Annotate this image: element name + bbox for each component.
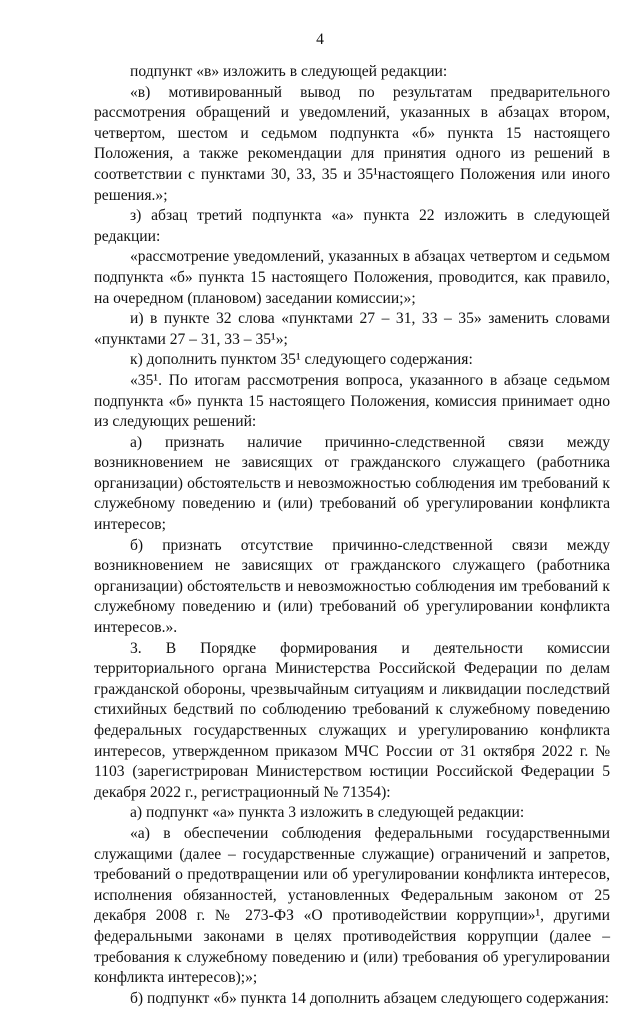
paragraph: и) в пункте 32 слова «пунктами 27 – 31, 33 – 35» заменить словами «пунктами 27 – 31, 33 – 35¹»; (94, 310, 610, 348)
paragraph: а) признать наличие причинно-следственной связи между возникновением не зависящих от гражданского служащего (работника организации) обстоятельств и невозможностью соблюдения им требований к служебному поведению и (или) требований об урегулировании конфликта интересов; (94, 433, 610, 534)
paragraph: б) признать отсутствие причинно-следственной связи между возникновением не зависящих от гражданского служащего (работника организации) обстоятельств и невозможностью соблюдения им требований к служебному поведению и (или) требований об урегулировании конфликта интересов.». (94, 536, 610, 637)
paragraph: з) абзац третий подпункта «а» пункта 22 изложить в следующей редакции: (94, 207, 610, 245)
document-body (94, 62, 610, 1009)
paragraph: «рассмотрение уведомлений, указанных в абзацах четвертом и седьмом подпункта «б» пункта 15 настоящего Положения, проводится, как правило, на очередном (плановом) заседании комиссии;»; (94, 248, 610, 307)
paragraph: «в) мотивированный вывод по результатам предварительного рассмотрения обращений и уведомлений, указанных в абзацах втором, четвертом, шестом и седьмом подпункта «б» пункта 15 настоящего Положения, а также рекомендации для принятия одного из решений в соответствии с пунктами 30, 33, 35 и 35¹настоящего Положения или иного решения.»; (94, 83, 610, 204)
paragraph: б) подпункт «б» пункта 14 дополнить абзацем следующего содержания: (130, 989, 609, 1007)
page-number: 4 (316, 31, 324, 48)
paragraph: а) подпункт «а» пункта 3 изложить в следующей редакции: (130, 804, 525, 822)
paragraph: 3. В Порядке формирования и деятельности комиссии территориального органа Министерства Российской Федерации по делам гражданской обороны, чрезвычайным ситуациям и ликвидации последствий стихийных бедствий по соблюдению требований к служебному поведению федеральных государственных служащих и урегулированию конфликта интересов, утвержденном приказом МЧС России от 31 октября 2022 г. № 1103 (зарегистрирован Министерством юстиции Российской Федерации 5 декабря 2022 г., регистрационный № 71354): (94, 639, 610, 801)
paragraph: к) дополнить пунктом 35¹ следующего содержания: (130, 351, 473, 369)
paragraph: «а) в обеспечении соблюдения федеральными государственными служащими (далее – государственные служащие) ограничений и запретов, требований о предотвращении или об урегулировании конфликта интересов, исполнения обязанностей, установленных Федеральным законом от 25 декабря 2008 г. № 273-ФЗ «О противодействии коррупции»¹, другими федеральными законами в целях противодействия коррупции (далее – требования к служебному поведению и (или) требования об урегулировании конфликта интересов);»; (94, 824, 610, 987)
paragraph: «35¹. По итогам рассмотрения вопроса, указанного в абзаце седьмом подпункта «б» пункта 15 настоящего Положения, комиссия принимает одно из следующих решений: (94, 371, 610, 431)
paragraph: подпункт «в» изложить в следующей редакции: (130, 63, 448, 80)
